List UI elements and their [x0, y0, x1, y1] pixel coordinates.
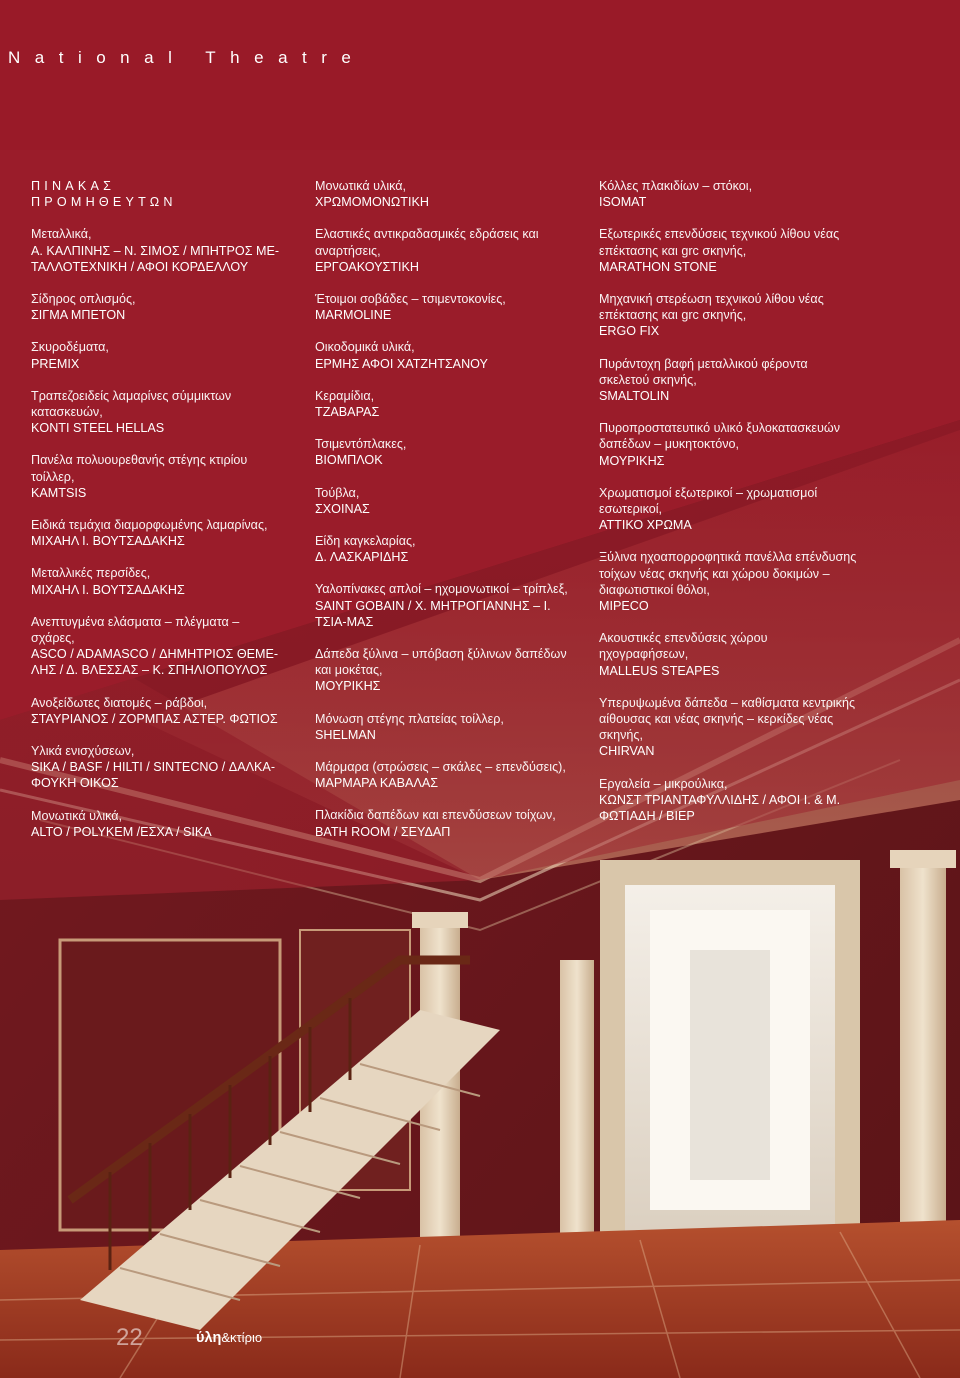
- heading-line-1: ΠΙΝΑΚΑΣ: [31, 179, 116, 193]
- material-label: Σκυροδέματα,: [31, 340, 109, 355]
- list-item: [315, 711, 580, 743]
- supplier-name: MALLEUS STEAPES: [599, 663, 720, 678]
- supplier-name: ΤΖΑΒΑΡΑΣ: [315, 405, 380, 420]
- supplier-name: MIPECO: [599, 599, 649, 614]
- material-label: Πανέλα πολυουρεθανής στέγης κτιρίου τοίλλερ,: [31, 453, 248, 484]
- list-item: [31, 808, 281, 840]
- list-item: [31, 614, 281, 679]
- supplier-name: MARATHON STONE: [599, 259, 717, 274]
- supplier-name: MARMOLINE: [315, 308, 392, 323]
- list-item: [315, 485, 580, 517]
- magazine-logo: [196, 1330, 262, 1346]
- material-label: Ανεπτυγμένα ελάσματα – πλέγματα – σχάρες,: [31, 614, 240, 646]
- material-label: Υαλοπίνακες απλοί – ηχομονωτικοί – τρίπλεξ,: [315, 582, 568, 597]
- supplier-name: PREMIX: [31, 356, 80, 371]
- list-item: [599, 226, 859, 275]
- supplier-name: SHELMAN: [315, 727, 376, 742]
- material-label: Υπερυψωμένα δάπεδα – καθίσματα κεντρικής αίθουσας και νέας σκηνής – κερκίδες νέας σκηνής,: [599, 695, 856, 743]
- list-item: [599, 291, 859, 340]
- supplier-name: Α. ΚΑΛΠΙΝΗΣ – Ν. ΣΙΜΟΣ / ΜΠΗΤΡΟΣ ΜΕ-ΤΑΛΛΟΤΕΧΝΙΚΗ / ΑΦΟΙ ΚΟΡΔΕΛΛΟΥ: [31, 243, 280, 274]
- material-label: Έτοιμοι σοβάδες – τσιμεντοκονίες,: [315, 292, 506, 307]
- supplier-name: ΕΡΓΟΑΚΟΥΣΤΙΚΗ: [315, 259, 419, 274]
- page-number: 22: [116, 1324, 143, 1351]
- supplier-name: SIKA / BASF / HILTI / SINTECNO / ΔΑΛΚΑ-ΦΟΥΚΗ ΟΙΚΟΣ: [31, 760, 276, 791]
- heading-line-2: ΠΡΟΜΗΘΕΥΤΩΝ: [31, 195, 177, 210]
- material-label: Χρωματισμοί εξωτερικοί – χρωματισμοί εσωτερικοί,: [599, 485, 818, 517]
- material-label: Ακουστικές επενδύσεις χώρου ηχογραφήσεων,: [599, 631, 768, 662]
- list-item: [599, 178, 859, 210]
- list-item: [31, 695, 281, 727]
- list-item: [315, 226, 580, 275]
- material-label: Ελαστικές αντικραδασμικές εδράσεις και αναρτήσεις,: [315, 227, 539, 258]
- material-label: Κεραμίδια,: [315, 388, 375, 403]
- material-label: Τούβλα,: [315, 485, 360, 500]
- list-item: [599, 549, 859, 614]
- list-item: [31, 743, 281, 792]
- material-label: Μεταλλικά,: [31, 227, 92, 242]
- material-label: Μάρμαρα (στρώσεις – σκάλες – επενδύσεις),: [315, 760, 566, 775]
- material-label: Μόνωση στέγης πλατείας τοίλλερ,: [315, 711, 504, 726]
- supplier-name: ΜΟΥΡΙΚΗΣ: [315, 679, 381, 694]
- material-label: Ξύλινα ηχοαπορροφητικά πανέλλα επένδυσης τοίχων νέας σκηνής και χώρου δοκιμών – διαφωτιστικοί θόλοι,: [599, 550, 857, 597]
- supplier-name: SAINT GOBAIN / Χ. ΜΗΤΡΟΓΙΑΝΝΗΣ – Ι. ΤΣΙΑ-ΜΑΣ: [315, 598, 551, 629]
- material-label: Υλικά ενισχύσεων,: [31, 744, 135, 759]
- material-label: Τραπεζοειδείς λαμαρίνες σύμμικτων κατασκευών,: [31, 388, 232, 420]
- supplier-name: ΣΤΑΥΡΙΑΝΟΣ / ΖΟΡΜΠΑΣ ΑΣΤΕΡ. ΦΩΤΙΟΣ: [31, 711, 278, 726]
- list-item: [31, 388, 281, 437]
- list-item: [31, 517, 281, 549]
- material-label: Πυράντοχη βαφή μεταλλικού φέροντα σκελετού σκηνής,: [599, 356, 808, 387]
- table-heading: [31, 178, 281, 210]
- supplier-name: ΜΙΧΑΗΛ Ι. ΒΟΥΤΣΑΔΑΚΗΣ: [31, 534, 185, 549]
- material-label: Μεταλλικές περσίδες,: [31, 566, 151, 581]
- supplier-column-2: [315, 178, 580, 856]
- material-label: Πυροπροστατευτικό υλικό ξυλοκατασκευών δαπέδων – μυκητοκτόνο,: [599, 421, 841, 452]
- supplier-name: ΣΙΓΜΑ ΜΠΕΤΟΝ: [31, 308, 126, 323]
- list-item: [599, 695, 859, 760]
- supplier-column-1: [31, 178, 281, 856]
- supplier-name: ΜΑΡΜΑΡΑ ΚΑΒΑΛΑΣ: [315, 776, 439, 791]
- supplier-name: ΑΤΤΙΚΟ ΧΡΩΜΑ: [599, 518, 692, 533]
- supplier-name: ΒΙΟΜΠΛΟΚ: [315, 453, 383, 468]
- list-item: [31, 452, 281, 501]
- material-label: Εργαλεία – μικρούλικα,: [599, 776, 728, 791]
- list-item: [315, 807, 580, 839]
- material-label: Μηχανική στερέωση τεχνικού λίθου νέας επέκτασης και grc σκηνής,: [599, 292, 824, 323]
- supplier-name: ΣΧΟΙΝΑΣ: [315, 501, 370, 516]
- supplier-name: KONTI STEEL HELLAS: [31, 421, 165, 436]
- material-label: Ειδικά τεμάχια διαμορφωμένης λαμαρίνας,: [31, 518, 268, 533]
- supplier-column-3: [599, 178, 859, 840]
- list-item: [315, 291, 580, 323]
- logo-bold-text: ύλη: [196, 1330, 222, 1346]
- list-item: [599, 356, 859, 405]
- supplier-name: ASCO / ADAMASCO / ΔΗΜΗΤΡΙΟΣ ΘΕΜΕ-ΛΗΣ / Δ. ΒΛΕΣΣΑΣ – Κ. ΣΠΗΛΙΟΠΟΥΛΟΣ: [31, 647, 279, 678]
- material-label: Ανοξείδωτες διατομές – ράβδοι,: [31, 695, 208, 710]
- supplier-name: ALTO / POLYKEM /ΕΣΧΑ / SIKA: [31, 824, 212, 839]
- material-label: Οικοδομικά υλικά,: [315, 340, 415, 355]
- supplier-name: ΚΩΝΣΤ ΤΡΙΑΝΤΑΦΥΛΛΙΔΗΣ / ΑΦΟΙ Ι. & Μ. ΦΩΤΙΑΔΗ / BIEP: [599, 792, 841, 824]
- supplier-name: CHIRVAN: [599, 744, 655, 759]
- list-item: [599, 485, 859, 534]
- list-item: [599, 776, 859, 825]
- material-label: Τσιμεντόπλακες,: [315, 437, 407, 452]
- material-label: Πλακίδια δαπέδων και επενδύσεων τοίχων,: [315, 808, 556, 823]
- supplier-name: Δ. ΛΑΣΚΑΡΙΔΗΣ: [315, 550, 409, 565]
- material-label: Σίδηρος οπλισμός,: [31, 292, 136, 307]
- material-label: Είδη καγκελαρίας,: [315, 534, 416, 549]
- supplier-name: ΜΙΧΑΗΛ Ι. ΒΟΥΤΣΑΔΑΚΗΣ: [31, 582, 185, 597]
- list-item: [31, 565, 281, 597]
- supplier-name: ΜΟΥΡΙΚΗΣ: [599, 453, 665, 468]
- list-item: [315, 533, 580, 565]
- material-label: Μονωτικά υλικά,: [31, 808, 123, 823]
- supplier-name: ΕΡΜΗΣ ΑΦΟΙ ΧΑΤΖΗΤΣΑΝΟΥ: [315, 356, 488, 371]
- list-item: [31, 339, 281, 371]
- list-item: [315, 388, 580, 420]
- list-item: [315, 581, 580, 630]
- supplier-name: ERGO FIX: [599, 324, 660, 339]
- list-item: [315, 646, 580, 695]
- section-title: National Theatre: [8, 48, 366, 67]
- logo-rest-text: &κτίριο: [221, 1330, 263, 1345]
- list-item: [31, 226, 281, 275]
- header-band: [0, 0, 960, 150]
- material-label: Κόλλες πλακιδίων – στόκοι,: [599, 179, 753, 193]
- list-item: [599, 420, 859, 469]
- supplier-name: ΧΡΩΜΟΜΟΝΩΤΙΚΗ: [315, 195, 429, 210]
- supplier-name: SMALTOLIN: [599, 389, 670, 404]
- supplier-name: ISOMAT: [599, 195, 647, 210]
- list-item: [599, 630, 859, 679]
- supplier-name: KAMTSIS: [31, 485, 87, 500]
- material-label: Εξωτερικές επενδύσεις τεχνικού λίθου νέας επέκτασης και grc σκηνής,: [599, 227, 840, 258]
- list-item: [315, 178, 580, 210]
- material-label: Δάπεδα ξύλινα – υπόβαση ξύλινων δαπέδων και μοκέτας,: [315, 647, 567, 678]
- list-item: [315, 436, 580, 468]
- list-item: [315, 759, 580, 791]
- list-item: [315, 339, 580, 371]
- list-item: [31, 291, 281, 323]
- material-label: Μονωτικά υλικά,: [315, 179, 407, 193]
- supplier-name: BATH ROOM / ΣΕΥΔΑΠ: [315, 824, 451, 839]
